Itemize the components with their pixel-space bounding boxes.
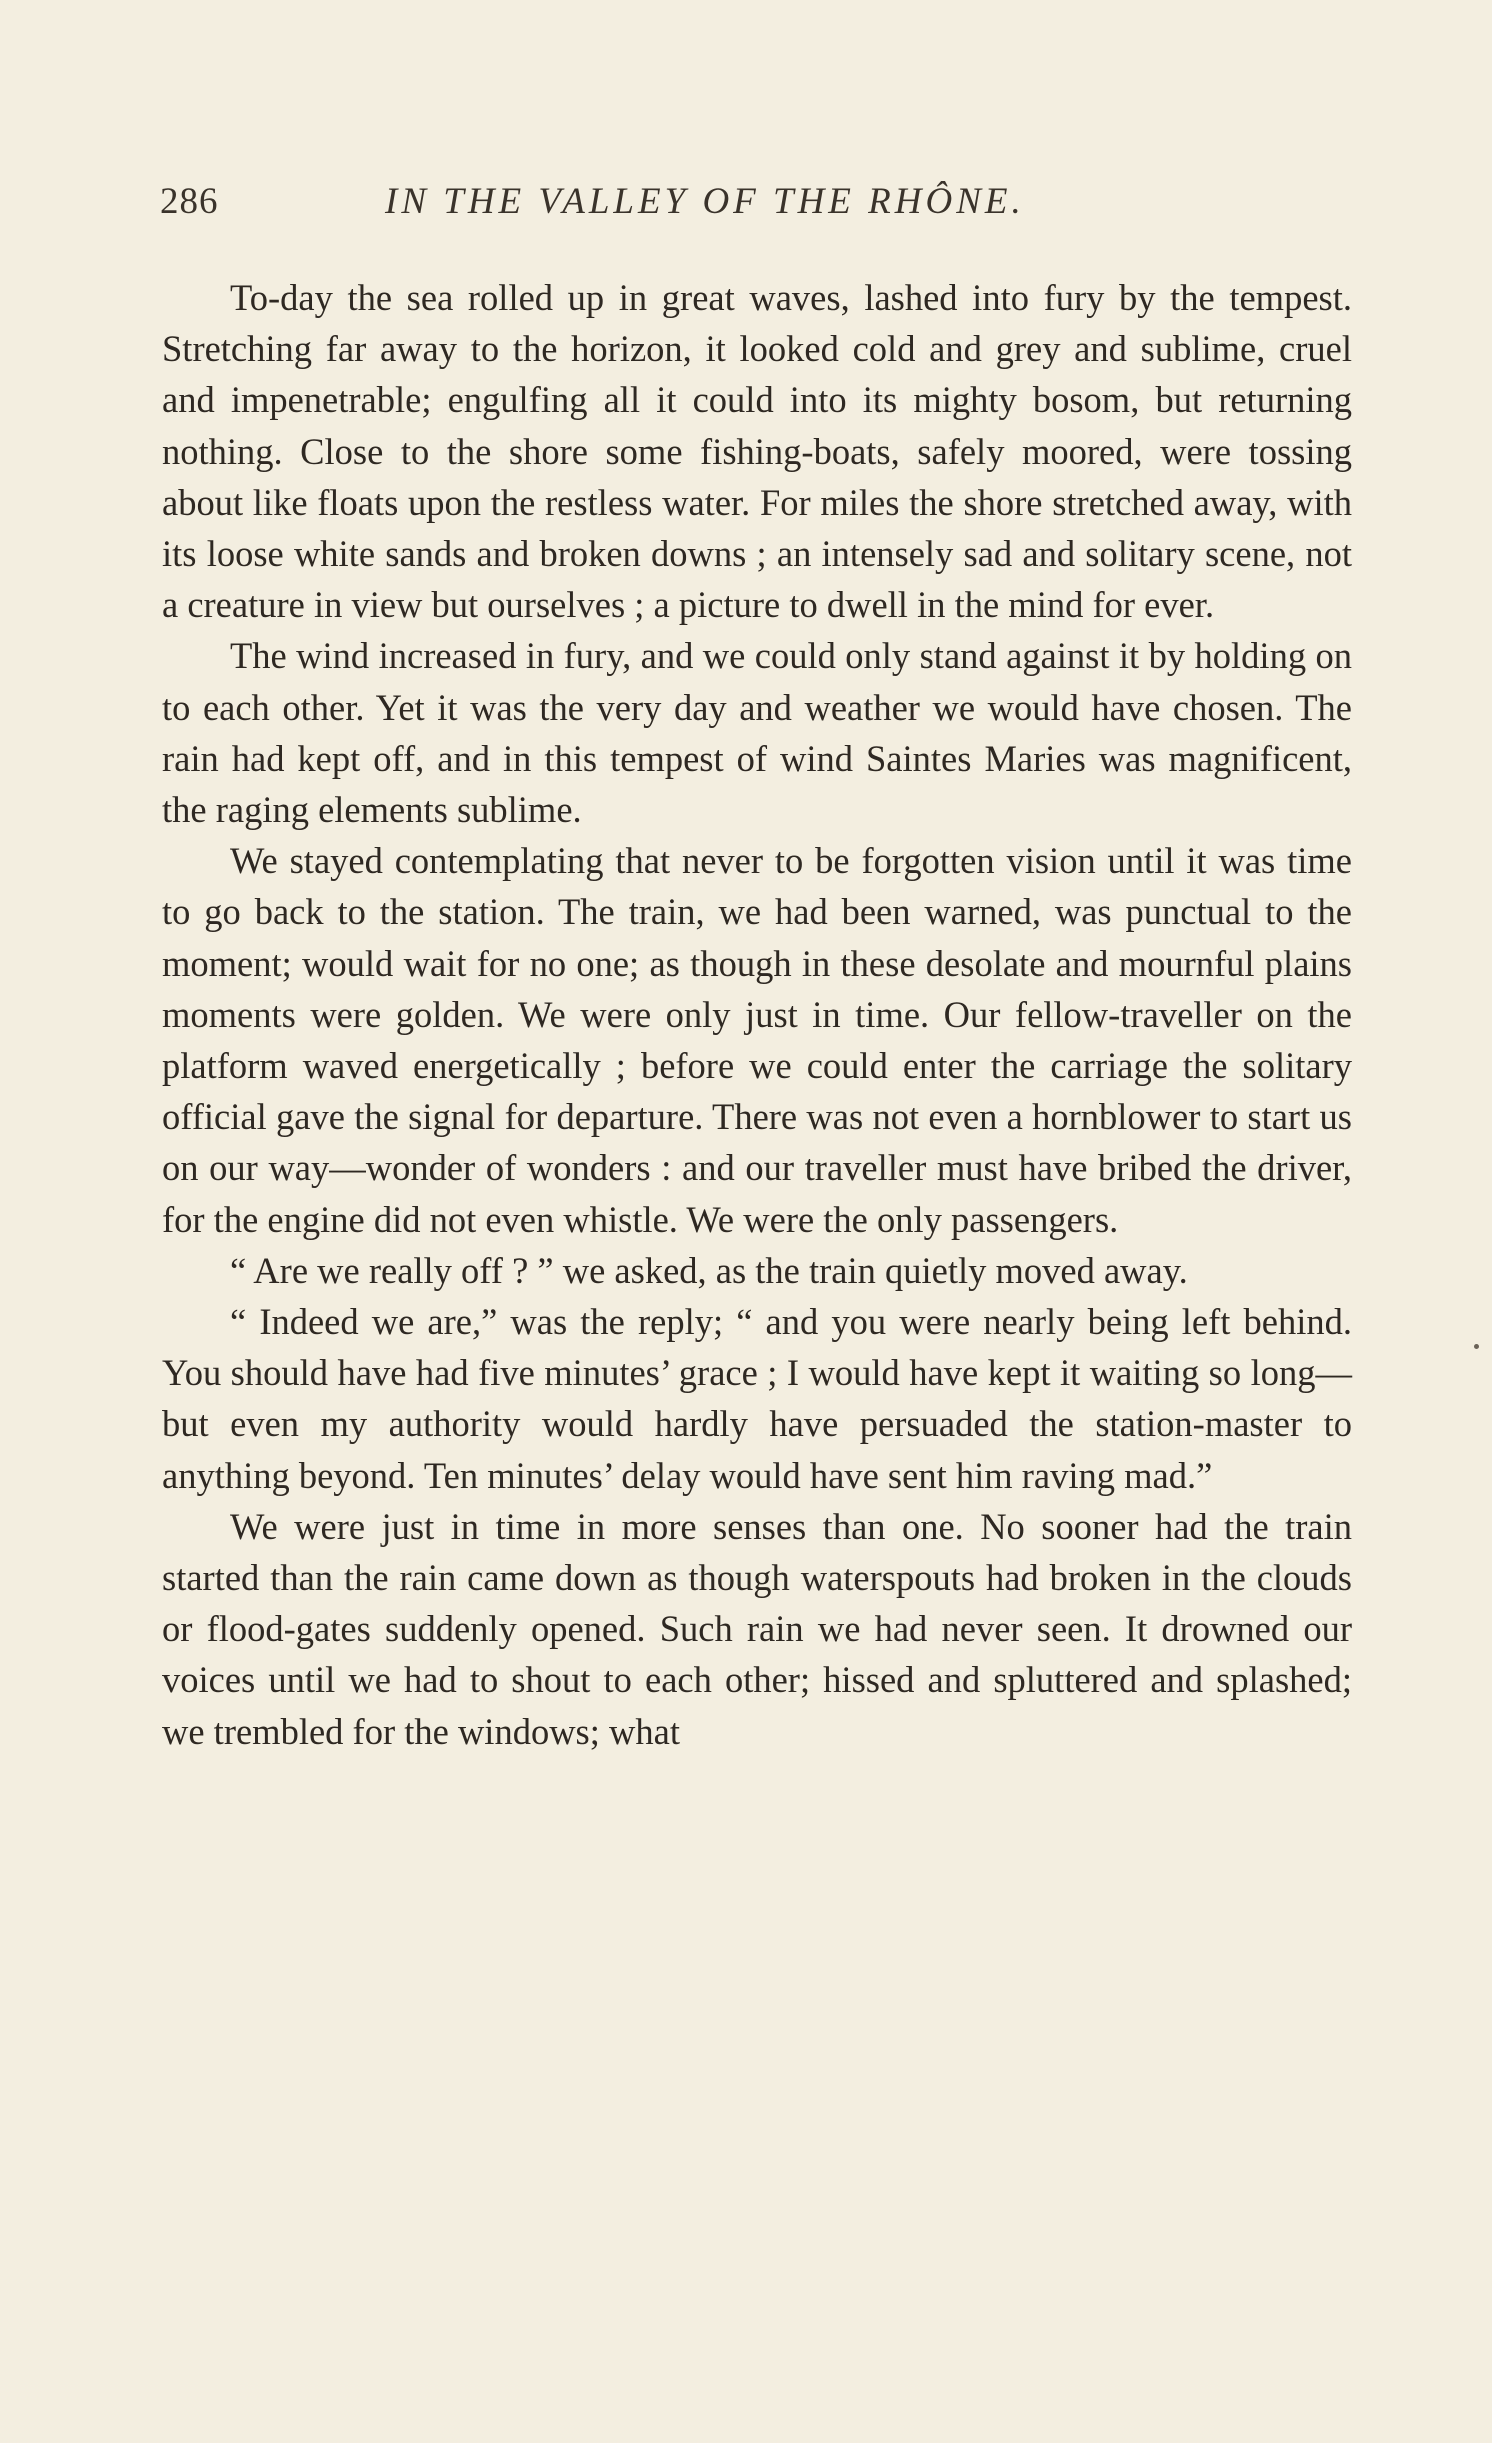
paragraph-2: The wind increased in fury, and we could only stand against it by holding on to each other. Yet it was the very day and weather we would have chosen. The rain had kept off, and in this tempest of wind Saintes Maries was magnificent, the raging elements sublime. [162, 635, 1352, 831]
body-text [162, 272, 1352, 1757]
page-header [160, 180, 1350, 240]
paragraph-3: We stayed contemplating that never to be forgotten vision until it was time to go back to the station. The train, we had been warned, was punctual to the moment; would wait for no one; as though in these desolate and mournful plains moments were golden. We were only just in time. Our fellow-traveller on the platform waved energetically ; before we could enter the carriage the solitary official gave the signal for departure. There was not even a hornblower to start us on our way—wonder of wonders : and our traveller must have bribed the driver, for the engine did not even whistle. We were the only passengers. [162, 840, 1352, 1240]
paper-speck [1474, 1344, 1479, 1349]
paragraph-1: To-day the sea rolled up in great waves, lashed into fury by the tempest. Stretching far away to the horizon, it looked cold and grey and sublime, cruel and impenetrable; engulfing all it could into its mighty bosom, but returning nothing. Close to the shore some fishing-boats, safely moored, were tossing about like floats upon the restless water. For miles the shore stretched away, with its loose white sands and broken downs ; an intensely sad and solitary scene, not a creature in view but ourselves ; a picture to dwell in the mind for ever. [162, 277, 1352, 626]
page-number: 286 [160, 181, 219, 222]
paragraph-6: We were just in time in more senses than one. No sooner had the train started than the rain came down as though waterspouts had broken in the clouds or flood-gates suddenly opened. Such rain we had never seen. It drowned our voices until we had to shout to each other; hissed and spluttered and splashed; we trembled for the windows; what [162, 1505, 1352, 1752]
paragraph-5: “ Indeed we are,” was the reply; “ and you were nearly being left behind. You should have had five minutes’ grace ; I would have kept it waiting so long—but even my authority would hardly have persuaded the station-master to anything beyond. Ten minutes’ delay would have sent him raving mad.” [162, 1301, 1352, 1496]
paragraph-4: “ Are we really off ? ” we asked, as the train quietly moved away. [230, 1249, 1188, 1291]
running-title: IN THE VALLEY OF THE RHÔNE. [385, 181, 1025, 222]
